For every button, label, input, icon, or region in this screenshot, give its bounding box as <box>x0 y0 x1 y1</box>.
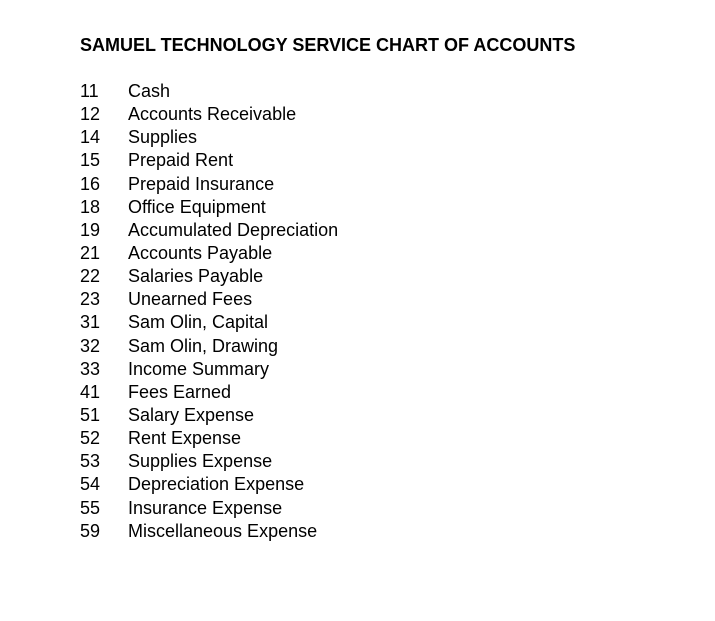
account-row <box>80 381 338 404</box>
account-number: 55 <box>80 497 101 518</box>
account-row <box>80 497 338 520</box>
account-row <box>80 103 338 126</box>
account-number: 54 <box>80 474 101 495</box>
account-number: 59 <box>80 520 101 541</box>
account-number: 21 <box>80 242 101 263</box>
account-row <box>80 126 338 149</box>
account-name: Office Equipment <box>128 196 266 217</box>
account-name: Rent Expense <box>128 428 242 449</box>
account-row <box>80 242 338 265</box>
account-row <box>80 404 338 427</box>
page-title: SAMUEL TECHNOLOGY SERVICE CHART OF ACCOUNTS <box>80 35 576 55</box>
account-number: 32 <box>80 335 101 356</box>
document-page <box>80 34 680 541</box>
account-row <box>80 450 338 473</box>
account-number: 52 <box>80 428 101 449</box>
account-number: 15 <box>80 150 101 171</box>
account-name: Accumulated Depreciation <box>128 219 339 240</box>
account-name: Depreciation Expense <box>128 474 305 495</box>
account-row <box>80 427 338 450</box>
account-number: 41 <box>80 381 101 402</box>
account-row <box>80 219 338 242</box>
account-number: 19 <box>80 219 101 240</box>
account-name: Salary Expense <box>128 404 255 425</box>
account-row <box>80 265 338 288</box>
account-name: Cash <box>128 81 171 101</box>
account-name: Miscellaneous Expense <box>128 520 318 541</box>
account-name: Salaries Payable <box>128 266 264 287</box>
account-number: 18 <box>80 196 101 217</box>
account-name: Unearned Fees <box>128 289 253 310</box>
account-number: 33 <box>80 358 101 379</box>
account-name: Accounts Payable <box>128 242 273 263</box>
account-number: 31 <box>80 312 101 333</box>
account-number: 12 <box>80 104 101 125</box>
account-list <box>80 80 338 543</box>
account-name: Supplies <box>128 127 198 148</box>
account-row <box>80 196 338 219</box>
account-row <box>80 358 338 381</box>
account-number: 22 <box>80 266 101 287</box>
account-number: 23 <box>80 289 101 310</box>
account-number: 11 <box>80 81 99 101</box>
account-row <box>80 473 338 496</box>
account-row <box>80 311 338 334</box>
account-name: Sam Olin, Capital <box>128 312 269 333</box>
account-name: Sam Olin, Drawing <box>128 335 279 356</box>
account-name: Supplies Expense <box>128 451 273 472</box>
account-number: 53 <box>80 451 101 472</box>
account-name: Income Summary <box>128 358 270 379</box>
account-name: Accounts Receivable <box>128 104 297 125</box>
account-name: Insurance Expense <box>128 497 283 518</box>
account-row <box>80 520 338 543</box>
account-name: Prepaid Rent <box>128 150 234 171</box>
account-row <box>80 173 338 196</box>
account-name: Prepaid Insurance <box>128 173 275 194</box>
account-name: Fees Earned <box>128 381 232 402</box>
account-row <box>80 80 338 103</box>
account-number: 16 <box>80 173 101 194</box>
account-row <box>80 335 338 358</box>
account-number: 14 <box>80 127 101 148</box>
account-number: 51 <box>80 404 101 425</box>
account-row <box>80 288 338 311</box>
account-row <box>80 149 338 172</box>
